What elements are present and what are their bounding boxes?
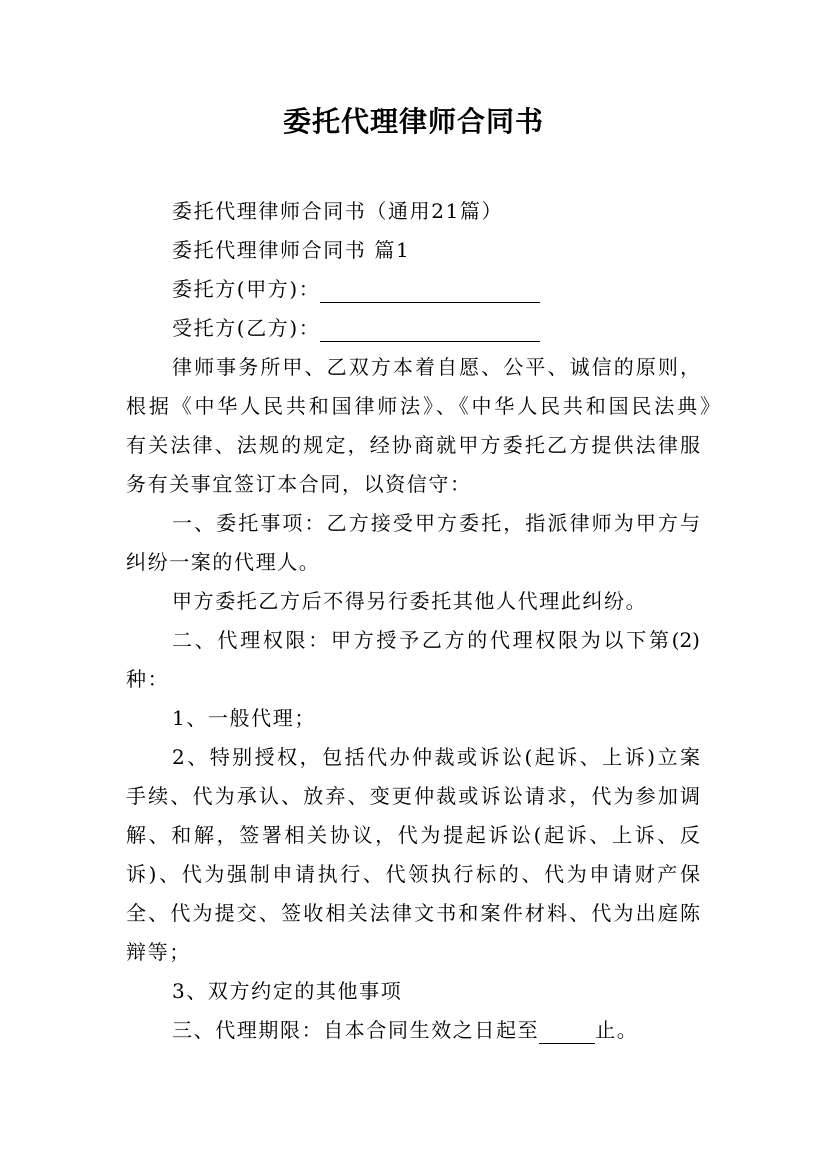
body-line: 律师事务所甲、乙双方本着自愿、公平、诚信的原则， [172,355,700,379]
body-line: 甲方委托乙方后不得另行委托其他人代理此纠纷。 [172,589,648,613]
party-b-line [172,314,540,342]
body-line: 一、委托事项：乙方接受甲方委托，指派律师为甲方与 [172,511,700,535]
body-line: 纠纷一案的代理人。 [126,550,321,574]
body-line: 辩等； [126,940,191,964]
body-line: 种： [126,667,170,691]
section-heading: 委托代理律师合同书 篇1 [172,238,411,262]
list-item: 2、特别授权，包括代办仲裁或诉讼(起诉、上诉)立案 [172,745,700,769]
body-line: 二、代理权限：甲方授予乙方的代理权限为以下第(2) [172,628,700,652]
term-suffix: 止。 [595,1018,639,1042]
body-line: 务有关事宜签订本合同，以资信守： [126,472,472,496]
body-line: 有关法律、法规的规定，经协商就甲方委托乙方提供法律服 [126,433,700,457]
term-blank [539,1019,595,1044]
document-title: 委托代理律师合同书 [282,105,544,138]
party-a-line [172,275,540,303]
party-a-label: 委托方(甲方)： [172,277,321,301]
term-line [172,1016,638,1044]
party-a-blank [320,278,540,303]
list-item: 1、一般代理； [172,706,316,730]
body-line: 解、和解，签署相关协议，代为提起诉讼(起诉、上诉、反 [126,823,700,847]
party-b-label: 受托方(乙方)： [172,316,321,340]
party-b-blank [320,317,540,342]
term-label: 三、代理期限：自本合同生效之日起至 [172,1018,540,1042]
body-line: 根据《中华人民共和国律师法》、《中华人民共和国民法典》 [126,394,720,418]
list-item: 3、双方约定的其他事项 [172,979,403,1003]
subtitle-line: 委托代理律师合同书（通用21篇） [172,199,504,223]
body-line: 诉)、代为强制申请执行、代领执行标的、代为申请财产保 [126,862,700,886]
body-line: 全、代为提交、签收相关法律文书和案件材料、代为出庭陈 [126,901,700,925]
body-line: 手续、代为承认、放弃、变更仲裁或诉讼请求，代为参加调 [126,784,700,808]
